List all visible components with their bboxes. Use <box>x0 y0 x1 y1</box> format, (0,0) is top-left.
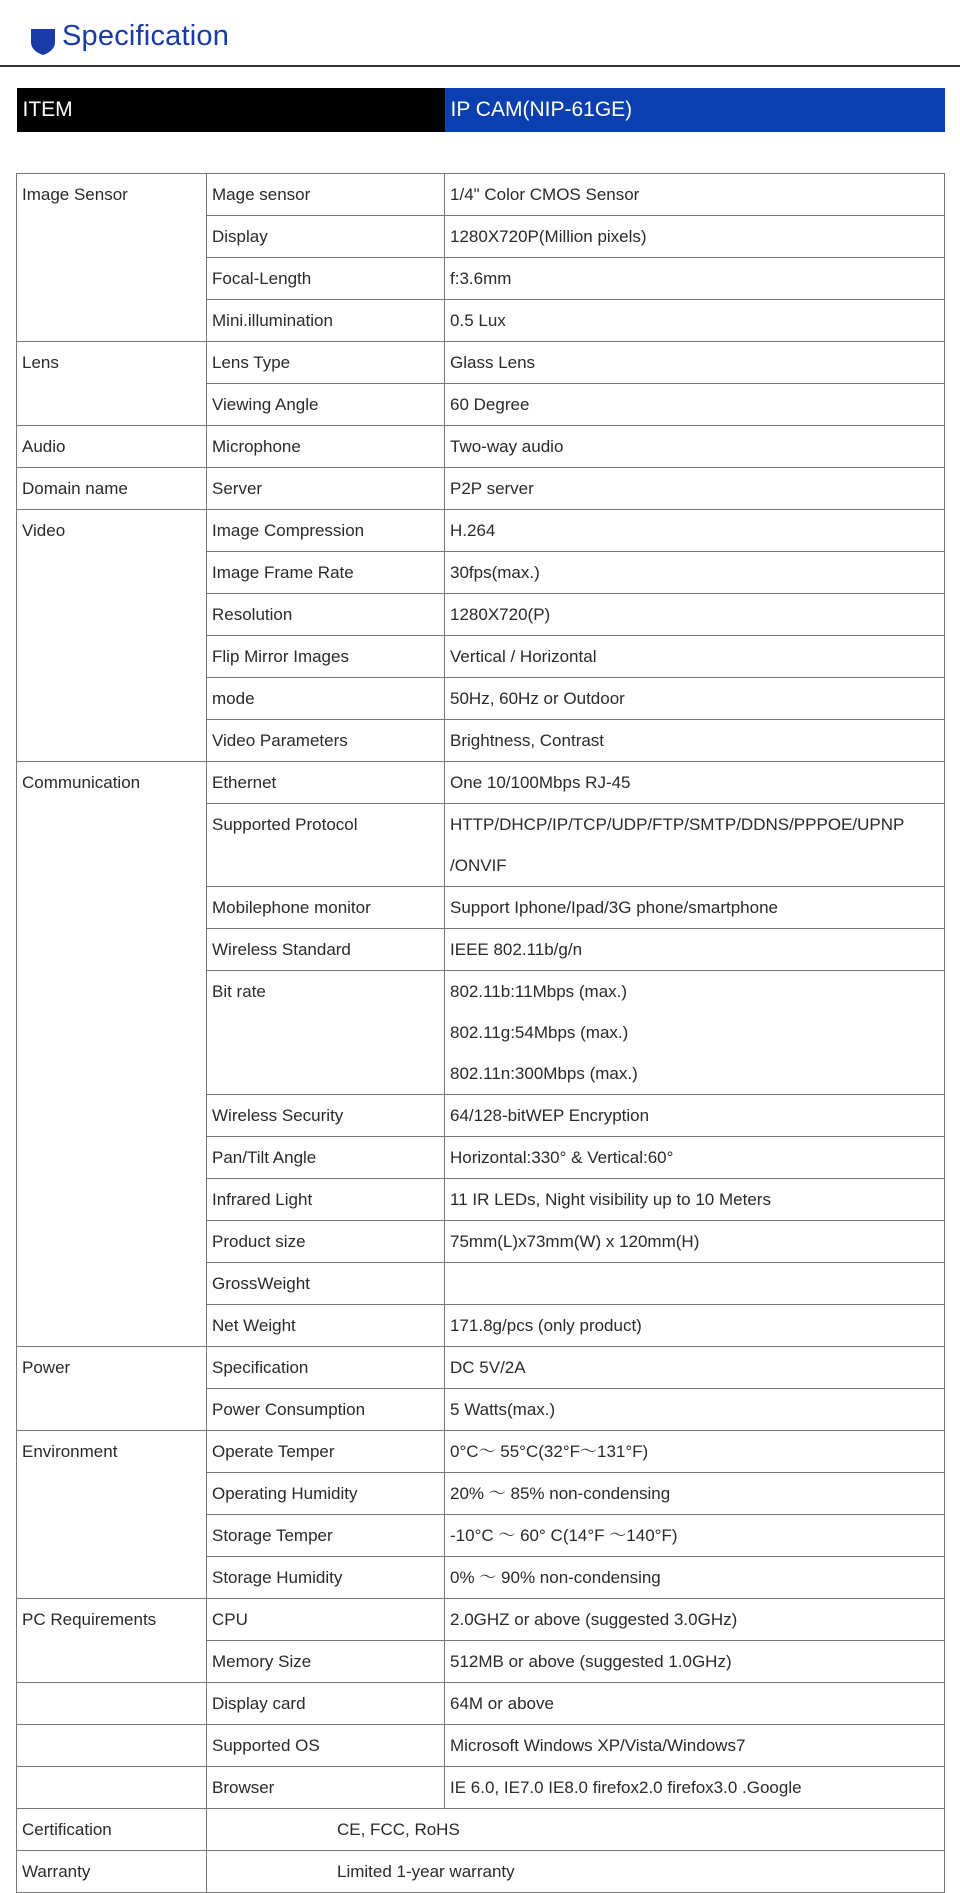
spec-key: Specification <box>207 1346 445 1388</box>
group-label: Lens <box>17 341 207 425</box>
table-row <box>17 1808 945 1850</box>
table-row <box>17 761 945 803</box>
spec-value: 50Hz, 60Hz or Outdoor <box>445 677 945 719</box>
group-label: Video <box>17 509 207 761</box>
warranty-value: Limited 1-year warranty <box>207 1850 945 1892</box>
section-header <box>0 0 960 70</box>
table-row <box>17 509 945 551</box>
spec-value <box>445 803 945 886</box>
spec-value: 512MB or above (suggested 1.0GHz) <box>445 1640 945 1682</box>
spec-value: One 10/100Mbps RJ-45 <box>445 761 945 803</box>
spec-key: Viewing Angle <box>207 383 445 425</box>
spec-key: Supported OS <box>207 1724 445 1766</box>
spec-key: Wireless Security <box>207 1094 445 1136</box>
spec-key: Mage sensor <box>207 173 445 215</box>
spec-value: P2P server <box>445 467 945 509</box>
spec-key: Mobilephone monitor <box>207 886 445 928</box>
spec-key: Supported Protocol <box>207 803 445 886</box>
column-header-item: ITEM <box>17 88 445 132</box>
spec-value: 20% ～ 85% non-condensing <box>445 1472 945 1514</box>
group-label: Communication <box>17 761 207 1346</box>
spec-value-line: /ONVIF <box>450 855 507 875</box>
spec-key: Display <box>207 215 445 257</box>
group-label: Certification <box>17 1808 207 1850</box>
spec-value: 171.8g/pcs (only product) <box>445 1304 945 1346</box>
table-row <box>17 1724 945 1766</box>
spec-table <box>16 88 945 1893</box>
group-label <box>17 1766 207 1808</box>
spec-key: Operating Humidity <box>207 1472 445 1514</box>
table-row <box>17 1346 945 1388</box>
group-label: Warranty <box>17 1850 207 1892</box>
spec-value: 0% ～ 90% non-condensing <box>445 1556 945 1598</box>
spec-value: 75mm(L)x73mm(W) x 120mm(H) <box>445 1220 945 1262</box>
spec-value: 64/128-bitWEP Encryption <box>445 1094 945 1136</box>
spec-value: IE 6.0, IE7.0 IE8.0 firefox2.0 firefox3.0 .Google <box>445 1766 945 1808</box>
spec-key: Pan/Tilt Angle <box>207 1136 445 1178</box>
spec-value: 30fps(max.) <box>445 551 945 593</box>
spec-value: f:3.6mm <box>445 257 945 299</box>
group-label: Audio <box>17 425 207 467</box>
table-row <box>17 173 945 215</box>
spec-key: Browser <box>207 1766 445 1808</box>
spec-value <box>445 1262 945 1304</box>
spec-value: Brightness, Contrast <box>445 719 945 761</box>
spec-value: Two-way audio <box>445 425 945 467</box>
spec-key: Net Weight <box>207 1304 445 1346</box>
group-label: PC Requirements <box>17 1598 207 1682</box>
spec-value: -10°C ～ 60° C(14°F ～140°F) <box>445 1514 945 1556</box>
spec-value: 1/4" Color CMOS Sensor <box>445 173 945 215</box>
group-label: Power <box>17 1346 207 1430</box>
spec-key: Display card <box>207 1682 445 1724</box>
spec-key: Product size <box>207 1220 445 1262</box>
table-row <box>17 1598 945 1640</box>
spec-key: Flip Mirror Images <box>207 635 445 677</box>
spec-key: Lens Type <box>207 341 445 383</box>
certification-value: CE, FCC, RoHS <box>207 1808 945 1850</box>
spec-value-line: 802.11b:11Mbps (max.) <box>450 981 628 1001</box>
spec-value: DC 5V/2A <box>445 1346 945 1388</box>
spec-key: Resolution <box>207 593 445 635</box>
spec-key: Operate Temper <box>207 1430 445 1472</box>
group-label: Environment <box>17 1430 207 1598</box>
spec-value-line: HTTP/DHCP/IP/TCP/UDP/FTP/SMTP/DDNS/PPPOE/UPNP <box>450 814 905 834</box>
table-row <box>17 1430 945 1472</box>
spec-key: Power Consumption <box>207 1388 445 1430</box>
group-label <box>17 1724 207 1766</box>
spec-value-line: 802.11g:54Mbps (max.) <box>450 1022 629 1042</box>
column-header-model: IP CAM(NIP-61GE) <box>445 88 945 132</box>
spec-value: 1280X720P(Million pixels) <box>445 215 945 257</box>
spec-value-line: 802.11n:300Mbps (max.) <box>450 1063 638 1083</box>
table-header-row <box>17 88 945 132</box>
shield-icon <box>30 28 56 56</box>
spec-value <box>445 970 945 1094</box>
spec-value: Horizontal:330° & Vertical:60° <box>445 1136 945 1178</box>
spec-key: Wireless Standard <box>207 928 445 970</box>
table-row <box>17 341 945 383</box>
spec-value: Vertical / Horizontal <box>445 635 945 677</box>
group-label: Image Sensor <box>17 173 207 341</box>
table-row <box>17 1766 945 1808</box>
group-label: Domain name <box>17 467 207 509</box>
spec-value: Glass Lens <box>445 341 945 383</box>
spec-key: CPU <box>207 1598 445 1640</box>
group-label <box>17 1682 207 1724</box>
spec-key: Storage Temper <box>207 1514 445 1556</box>
spec-key: Bit rate <box>207 970 445 1094</box>
spec-value: 5 Watts(max.) <box>445 1388 945 1430</box>
spec-value: IEEE 802.11b/g/n <box>445 928 945 970</box>
spec-key: Microphone <box>207 425 445 467</box>
spec-value: Microsoft Windows XP/Vista/Windows7 <box>445 1724 945 1766</box>
spec-value: 0°C～ 55°C(32°F～131°F) <box>445 1430 945 1472</box>
spec-key: GrossWeight <box>207 1262 445 1304</box>
spec-value: 1280X720(P) <box>445 593 945 635</box>
spec-value: 64M or above <box>445 1682 945 1724</box>
spec-value: 11 IR LEDs, Night visibility up to 10 Meters <box>445 1178 945 1220</box>
table-row <box>17 467 945 509</box>
spec-value: 2.0GHZ or above (suggested 3.0GHz) <box>445 1598 945 1640</box>
spec-key: Ethernet <box>207 761 445 803</box>
spec-key: mode <box>207 677 445 719</box>
spec-value: 60 Degree <box>445 383 945 425</box>
spec-key: Mini.illumination <box>207 299 445 341</box>
table-row <box>17 1850 945 1892</box>
spec-key: Video Parameters <box>207 719 445 761</box>
spec-key: Memory Size <box>207 1640 445 1682</box>
spec-key: Infrared Light <box>207 1178 445 1220</box>
spec-value: H.264 <box>445 509 945 551</box>
table-row <box>17 425 945 467</box>
spec-key: Focal-Length <box>207 257 445 299</box>
spec-value: 0.5 Lux <box>445 299 945 341</box>
spec-key: Image Compression <box>207 509 445 551</box>
spec-value: Support Iphone/Ipad/3G phone/smartphone <box>445 886 945 928</box>
spec-key: Image Frame Rate <box>207 551 445 593</box>
spec-key: Server <box>207 467 445 509</box>
header-divider <box>0 65 960 67</box>
table-row <box>17 1682 945 1724</box>
page-title: Specification <box>62 20 230 52</box>
spec-key: Storage Humidity <box>207 1556 445 1598</box>
